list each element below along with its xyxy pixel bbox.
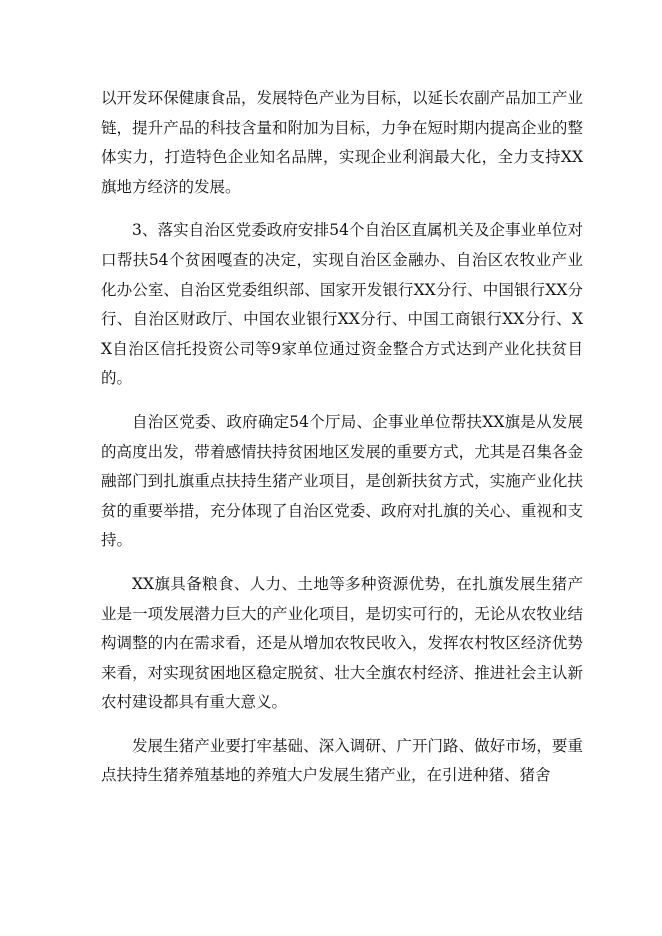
paragraph-4: XX旗具备粮食、人力、土地等多种资源优势，在扎旗发展生猪产业是一项发展潜力巨大的产业化项目，是切实可行的，无论从农牧业结构调整的内在需求看，还是从增加农牧民收入，发挥农村牧区经济优势来看，对实现贫困地区稳定脱贫、壮大全旗农村经济、推进社会主认新农村建设都具有重大意义。: [101, 574, 583, 712]
document-body: [101, 84, 583, 805]
paragraph-3: 自治区党委、政府确定54个厅局、企事业单位帮扶XX旗是从发展的高度出发，带着感情扶持贫困地区发展的重要方式，尤其是召集各金融部门到扎旗重点扶持生猪产业项目，是创新扶贫方式，实施产业化扶贫的重要举措，充分体现了自治区党委、政府对扎旗的关心、重视和支持。: [101, 412, 583, 550]
paragraph-2: 3、落实自治区党委政府安排54个自治区直属机关及企事业单位对口帮扶54个贫困嘎查的决定，实现自治区金融办、自治区农牧业产业化办公室、自治区党委组织部、国家开发银行XX分行、中国银行XX分行、自治区财政厅、中国农业银行XX分行、中国工商银行XX分行、XX自治区信托投资公司等9家单位通过资金整合方式达到产业化扶贫目的。: [101, 221, 583, 388]
paragraph-1: 以开发环保健康食品，发展特色产业为目标，以延长农副产品加工产业链，提升产品的科技含量和附加为目标，力争在短时期内提高企业的整体实力，打造特色企业知名品牌，实现企业利润最大化，全力支持XX旗地方经济的发展。: [101, 89, 583, 196]
paragraph-5: 发展生猪产业要打牢基础、深入调研、广开门路、做好市场，要重点扶持生猪养殖基地的养殖大户发展生猪产业，在引进种猪、猪舍: [101, 736, 583, 785]
